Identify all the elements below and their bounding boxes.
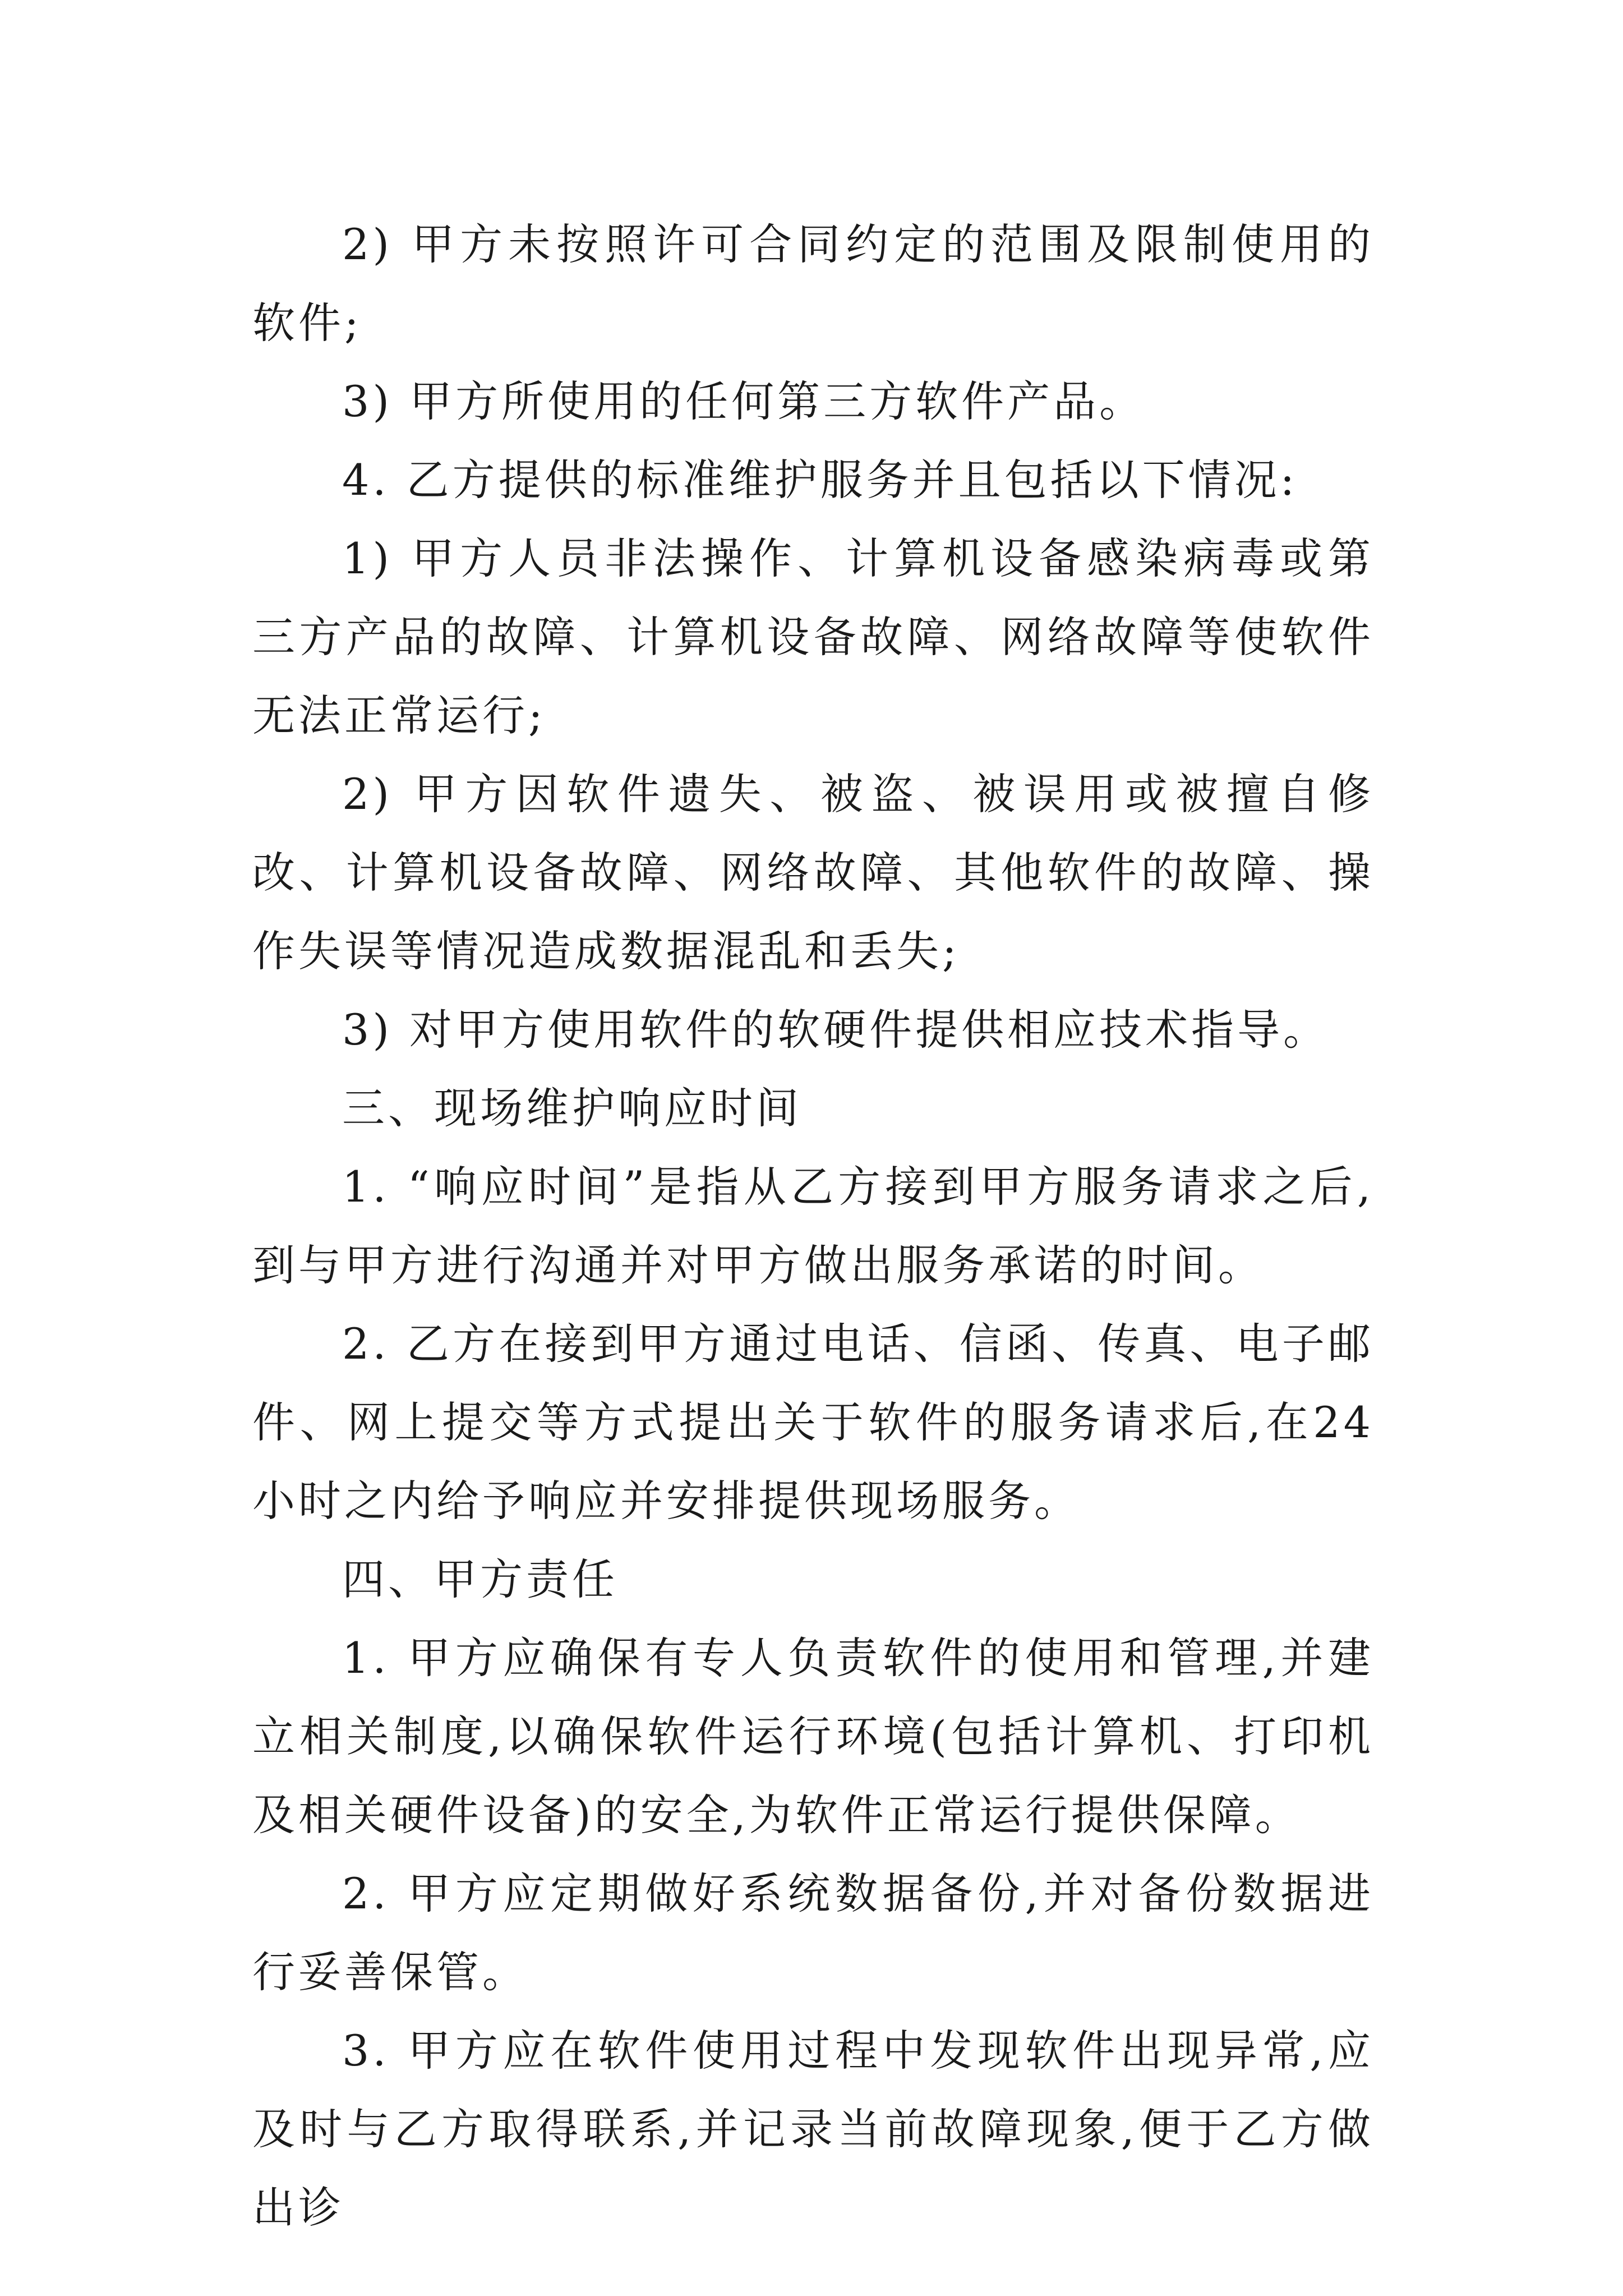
paragraph: 2. 甲方应定期做好系统数据备份,并对备份数据进行妥善保管。 [252, 1869, 1374, 1997]
paragraph: 3) 对甲方使用软件的软硬件提供相应技术指导。 [342, 1005, 1330, 1055]
document-body [252, 205, 1374, 2247]
paragraph: 1) 甲方人员非法操作、计算机设备感染病毒或第三方产品的故障、计算机设备故障、网络故障等使软件无法正常运行; [252, 533, 1374, 740]
paragraph: 3. 甲方应在软件使用过程中发现软件出现异常,应及时与乙方取得联系,并记录当前故障现象,便于乙方做出诊 [252, 2026, 1374, 2233]
paragraph: 1. 甲方应确保有专人负责软件的使用和管理,并建立相关制度,以确保软件运行环境(包括计算机、打印机及相关硬件设备)的安全,为软件正常运行提供保障。 [252, 1633, 1374, 1840]
paragraph: 2) 甲方未按照许可合同约定的范围及限制使用的软件; [252, 219, 1374, 348]
section-heading: 三、现场维护响应时间 [342, 1083, 802, 1133]
paragraph: 2. 乙方在接到甲方通过电话、信函、传真、电子邮件、网上提交等方式提出关于软件的服务请求后,在24小时之内给予响应并安排提供现场服务。 [252, 1319, 1374, 1526]
paragraph: 2) 甲方因软件遗失、被盗、被误用或被擅自修改、计算机设备故障、网络故障、其他软件的故障、操作失误等情况造成数据混乱和丢失; [252, 769, 1374, 976]
paragraph: 1. “响应时间”是指从乙方接到甲方服务请求之后,到与甲方进行沟通并对甲方做出服务承诺的时间。 [252, 1162, 1374, 1290]
section-heading: 四、甲方责任 [342, 1554, 618, 1604]
paragraph: 4. 乙方提供的标准维护服务并且包括以下情况: [342, 455, 1298, 505]
paragraph: 3) 甲方所使用的任何第三方软件产品。 [342, 376, 1146, 426]
